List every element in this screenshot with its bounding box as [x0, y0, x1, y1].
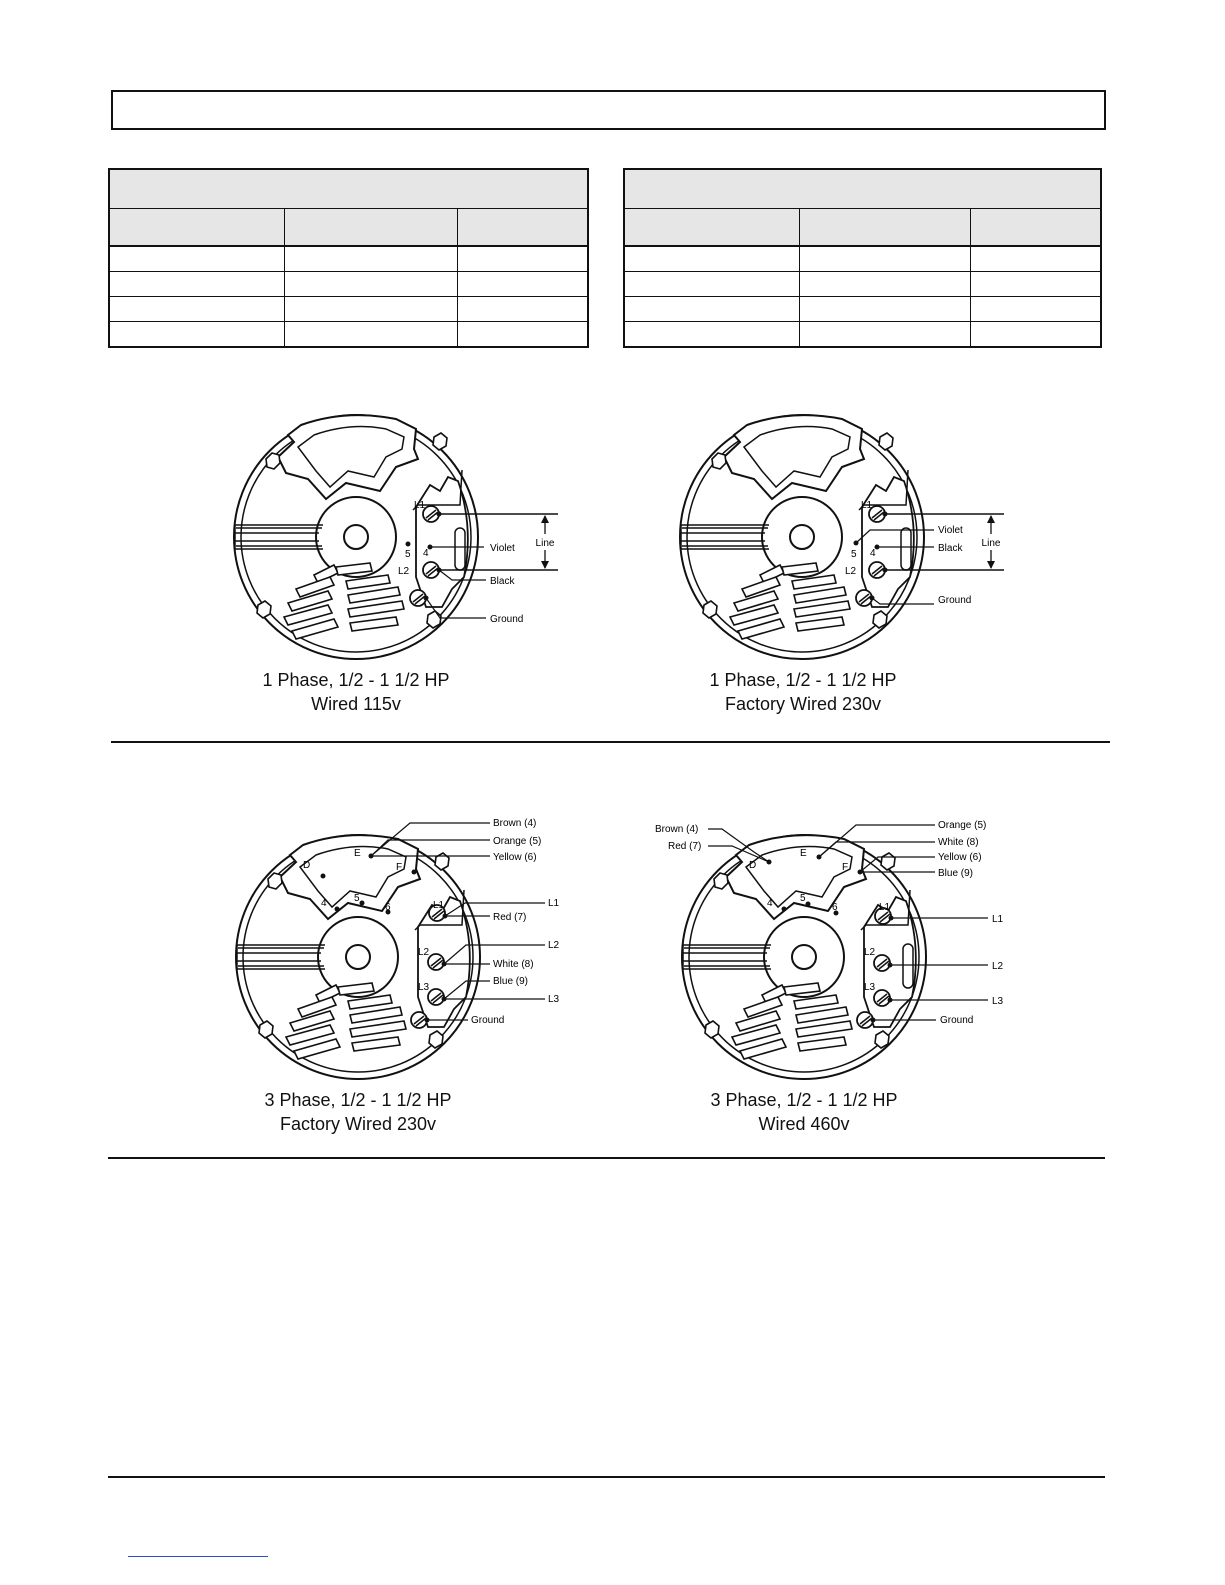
caption-line-1: 3 Phase, 1/2 - 1 1/2 HP	[264, 1090, 452, 1110]
terminal-5-label: 5	[405, 549, 411, 560]
yellow-wire-label: Yellow (6)	[493, 852, 537, 863]
diagram-3-phase-230v	[236, 818, 560, 1079]
line-l2-label: L2	[992, 961, 1004, 972]
caption-line-2: Wired 115v	[311, 694, 401, 714]
terminal-l2-label: L2	[864, 947, 876, 958]
line-l2-label: L2	[548, 940, 560, 951]
terminal-6-label: 6	[832, 902, 838, 913]
terminal-l3-label: L3	[418, 982, 430, 993]
terminal-4-label: 4	[870, 548, 876, 559]
caption-diagram-2	[653, 668, 953, 716]
diagram-1-phase-115v	[234, 415, 558, 659]
red-wire-label: Red (7)	[668, 841, 702, 852]
violet-wire-label: Violet	[938, 525, 963, 536]
ground-wire-label: Ground	[938, 595, 972, 606]
caption-line-2: Factory Wired 230v	[279, 1114, 437, 1134]
divider	[111, 741, 1110, 743]
white-wire-label: White (8)	[493, 959, 534, 970]
footer-link-underline	[128, 1556, 268, 1557]
white-wire-label: White (8)	[938, 837, 979, 848]
brown-wire-label: Brown (4)	[655, 824, 699, 835]
line-label: Line	[981, 538, 1001, 549]
terminal-d-label: D	[303, 860, 311, 871]
orange-wire-label: Orange (5)	[493, 836, 542, 847]
line-l3-label: L3	[992, 996, 1004, 1007]
black-wire-label: Black	[490, 576, 515, 587]
terminal-5-label: 5	[354, 893, 360, 904]
terminal-l1-label: L1	[414, 500, 426, 511]
yellow-wire-label: Yellow (6)	[938, 852, 982, 863]
terminal-e-label: E	[800, 848, 807, 859]
red-wire-label: Red (7)	[493, 912, 527, 923]
terminal-5-label: 5	[800, 893, 806, 904]
caption-diagram-3	[208, 1088, 508, 1136]
line-l1-label: L1	[548, 898, 560, 909]
caption-line-1: 1 Phase, 1/2 - 1 1/2 HP	[262, 670, 450, 690]
terminal-4-label: 4	[423, 548, 429, 559]
terminal-f-label: F	[842, 862, 849, 873]
terminal-d-label: D	[749, 860, 757, 871]
caption-diagram-4	[654, 1088, 954, 1136]
divider	[108, 1476, 1105, 1478]
terminal-l2-label: L2	[418, 947, 430, 958]
terminal-4-label: 4	[321, 898, 327, 909]
caption-line-2: Wired 460v	[758, 1114, 850, 1134]
caption-line-1: 1 Phase, 1/2 - 1 1/2 HP	[709, 670, 897, 690]
caption-line-1: 3 Phase, 1/2 - 1 1/2 HP	[710, 1090, 898, 1110]
terminal-4-label: 4	[767, 898, 773, 909]
terminal-l1-label: L1	[861, 500, 873, 511]
ground-wire-label: Ground	[471, 1015, 505, 1026]
violet-wire-label: Violet	[490, 543, 515, 554]
terminal-6-label: 6	[385, 902, 391, 913]
terminal-l1-label: L1	[433, 900, 445, 911]
blue-wire-label: Blue (9)	[493, 976, 529, 987]
line-l1-label: L1	[992, 914, 1004, 925]
terminal-l2-label: L2	[398, 566, 410, 577]
terminal-5-label: 5	[851, 549, 857, 560]
caption-diagram-1	[206, 668, 506, 716]
blue-wire-label: Blue (9)	[938, 868, 974, 879]
diagram-3-phase-460v	[655, 820, 1004, 1079]
ground-wire-label: Ground	[940, 1015, 974, 1026]
terminal-e-label: E	[354, 848, 361, 859]
brown-wire-label: Brown (4)	[493, 818, 537, 829]
ground-wire-label: Ground	[490, 614, 524, 625]
line-l3-label: L3	[548, 994, 560, 1005]
black-wire-label: Black	[938, 543, 963, 554]
line-label: Line	[535, 538, 555, 549]
terminal-f-label: F	[396, 862, 403, 873]
orange-wire-label: Orange (5)	[938, 820, 987, 831]
terminal-l3-label: L3	[864, 982, 876, 993]
divider	[108, 1157, 1105, 1159]
diagram-1-phase-230v	[680, 415, 1004, 659]
caption-line-2: Factory Wired 230v	[724, 694, 882, 714]
terminal-l1-label: L1	[879, 902, 891, 913]
terminal-l2-label: L2	[845, 566, 857, 577]
